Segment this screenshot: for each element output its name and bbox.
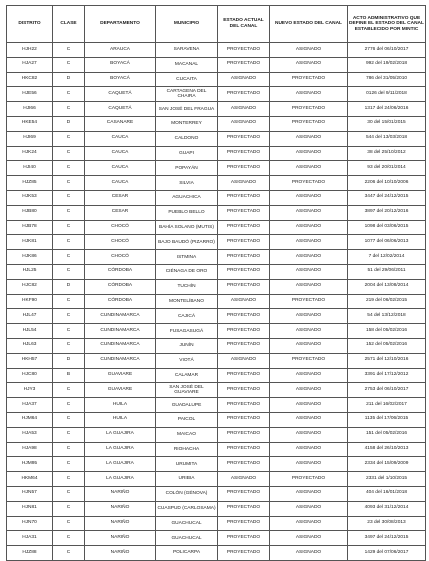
estado-actual-cell: PROYECTADO (218, 368, 270, 383)
table-row (7, 457, 426, 472)
nuevo-estado-cell: ASIGNADO (270, 486, 348, 501)
municipio-cell: RIOHACHA (156, 442, 218, 457)
clase-cell: C (53, 250, 85, 265)
municipio-cell: GUACHUCAL (156, 516, 218, 531)
clase-cell: C (53, 486, 85, 501)
clase-cell: C (53, 43, 85, 58)
header-nuevo-estado: NUEVO ESTADO DEL CANAL (270, 6, 348, 43)
acto-administrativo-cell: 1429 del 07/06/2017 (348, 546, 426, 561)
clase-cell: B (53, 368, 85, 383)
table-row (7, 72, 426, 87)
acto-administrativo-cell: 7 del 12/02/2014 (348, 250, 426, 265)
estado-actual-cell: PROYECTADO (218, 516, 270, 531)
table-row (7, 205, 426, 220)
clase-cell: D (53, 116, 85, 131)
distrito-cell: HJZ85 (7, 176, 53, 191)
acto-administrativo-cell: 1077 del 06/06/2013 (348, 235, 426, 250)
acto-administrativo-cell: 1098 del 03/06/2015 (348, 220, 426, 235)
acto-administrativo-cell: 4158 del 26/10/2013 (348, 442, 426, 457)
acto-administrativo-cell: 2753 del 06/10/2017 (348, 383, 426, 398)
clase-cell: C (53, 442, 85, 457)
municipio-cell: POPAYÁN (156, 161, 218, 176)
clase-cell: C (53, 176, 85, 191)
estado-actual-cell: PROYECTADO (218, 264, 270, 279)
acto-administrativo-cell: 211 del 16/02/2017 (348, 398, 426, 413)
acto-administrativo-cell: 3391 del 17/12/2012 (348, 368, 426, 383)
header-estado-actual: ESTADO ACTUAL DEL CANAL (218, 6, 270, 43)
municipio-cell: CARTAGENA DEL CHAIRA (156, 87, 218, 102)
acto-administrativo-cell: 4093 del 31/12/2014 (348, 501, 426, 516)
departamento-cell: CUNDINAMARCA (85, 324, 156, 339)
acto-administrativo-cell: 54 del 13/12/2018 (348, 309, 426, 324)
acto-administrativo-cell: 1135 del 17/06/2015 (348, 412, 426, 427)
estado-actual-cell: PROYECTADO (218, 457, 270, 472)
departamento-cell: NARIÑO (85, 486, 156, 501)
estado-actual-cell: ASIGNADO (218, 116, 270, 131)
table-row (7, 516, 426, 531)
departamento-cell: CÓRDOBA (85, 264, 156, 279)
nuevo-estado-cell: PROYECTADO (270, 472, 348, 487)
municipio-cell: PUEBLO BELLO (156, 205, 218, 220)
departamento-cell: CAQUETÁ (85, 87, 156, 102)
departamento-cell: CAUCA (85, 176, 156, 191)
municipio-cell: MAICAO (156, 427, 218, 442)
estado-actual-cell: PROYECTADO (218, 87, 270, 102)
municipio-cell: CALAMAR (156, 368, 218, 383)
estado-actual-cell: PROYECTADO (218, 383, 270, 398)
distrito-cell: HJM64 (7, 412, 53, 427)
header-municipio: MUNICIPIO (156, 6, 218, 43)
distrito-cell: HJK86 (7, 250, 53, 265)
estado-actual-cell: PROYECTADO (218, 501, 270, 516)
table-row (7, 43, 426, 58)
nuevo-estado-cell: ASIGNADO (270, 398, 348, 413)
table-row (7, 161, 426, 176)
acto-administrativo-cell: 93 del 20/01/2014 (348, 161, 426, 176)
nuevo-estado-cell: ASIGNADO (270, 412, 348, 427)
distrito-cell: HJL54 (7, 324, 53, 339)
clase-cell: C (53, 235, 85, 250)
table-row (7, 176, 426, 191)
table-row (7, 250, 426, 265)
municipio-cell: URIBIA (156, 472, 218, 487)
acto-administrativo-cell: 544 del 13/03/2018 (348, 131, 426, 146)
acto-administrativo-cell: 152 del 05/02/2016 (348, 338, 426, 353)
distrito-cell: HKF90 (7, 294, 53, 309)
distrito-cell: HJA53 (7, 427, 53, 442)
nuevo-estado-cell: ASIGNADO (270, 516, 348, 531)
acto-administrativo-cell: 30 del 15/01/2015 (348, 116, 426, 131)
estado-actual-cell: PROYECTADO (218, 131, 270, 146)
departamento-cell: CUNDINAMARCA (85, 309, 156, 324)
distrito-cell: HJN70 (7, 516, 53, 531)
channel-status-table (6, 5, 426, 561)
table-row (7, 427, 426, 442)
nuevo-estado-cell: ASIGNADO (270, 427, 348, 442)
clase-cell: C (53, 324, 85, 339)
estado-actual-cell: PROYECTADO (218, 279, 270, 294)
estado-actual-cell: PROYECTADO (218, 398, 270, 413)
departamento-cell: CESAR (85, 190, 156, 205)
estado-actual-cell: ASIGNADO (218, 72, 270, 87)
clase-cell: D (53, 353, 85, 368)
departamento-cell: CUNDINAMARCA (85, 353, 156, 368)
departamento-cell: GUAVIARE (85, 383, 156, 398)
nuevo-estado-cell: ASIGNADO (270, 250, 348, 265)
clase-cell: C (53, 383, 85, 398)
distrito-cell: HKC82 (7, 72, 53, 87)
departamento-cell: BOYACÁ (85, 72, 156, 87)
departamento-cell: CAQUETÁ (85, 102, 156, 117)
nuevo-estado-cell: PROYECTADO (270, 294, 348, 309)
municipio-cell: SAN JOSÉ DEL GUAVIARE (156, 383, 218, 398)
clase-cell: C (53, 472, 85, 487)
nuevo-estado-cell: ASIGNADO (270, 383, 348, 398)
acto-administrativo-cell: 3897 del 20/12/2016 (348, 205, 426, 220)
clase-cell: C (53, 309, 85, 324)
estado-actual-cell: PROYECTADO (218, 442, 270, 457)
estado-actual-cell: ASIGNADO (218, 176, 270, 191)
table-row (7, 220, 426, 235)
table-header-row (7, 6, 426, 43)
table-row (7, 309, 426, 324)
distrito-cell: HJY3 (7, 383, 53, 398)
municipio-cell: VIOTÁ (156, 353, 218, 368)
estado-actual-cell: PROYECTADO (218, 146, 270, 161)
table-row (7, 116, 426, 131)
distrito-cell: HJA27 (7, 57, 53, 72)
clase-cell: C (53, 531, 85, 546)
municipio-cell: COLÓN (GÉNOVA) (156, 486, 218, 501)
clase-cell: C (53, 190, 85, 205)
municipio-cell: CUCAITA (156, 72, 218, 87)
table-row (7, 324, 426, 339)
header-acto-administrativo: ACTO ADMINISTRATIVO QUE DEFINE EL ESTADO DEL CANAL ESTABLECIDO POR MINTIC (348, 6, 426, 43)
nuevo-estado-cell: ASIGNADO (270, 279, 348, 294)
municipio-cell: GUADALUPE (156, 398, 218, 413)
estado-actual-cell: PROYECTADO (218, 338, 270, 353)
departamento-cell: NARIÑO (85, 531, 156, 546)
table-row (7, 501, 426, 516)
estado-actual-cell: ASIGNADO (218, 353, 270, 368)
distrito-cell: HJE56 (7, 87, 53, 102)
acto-administrativo-cell: 3447 del 24/12/2015 (348, 190, 426, 205)
table-row (7, 546, 426, 561)
nuevo-estado-cell: ASIGNADO (270, 57, 348, 72)
nuevo-estado-cell: ASIGNADO (270, 324, 348, 339)
header-departamento: DEPARTAMENTO (85, 6, 156, 43)
table-row (7, 131, 426, 146)
distrito-cell: HJM95 (7, 457, 53, 472)
departamento-cell: LA GUAJIRA (85, 427, 156, 442)
municipio-cell: MONTERREY (156, 116, 218, 131)
clase-cell: C (53, 427, 85, 442)
municipio-cell: JUNÍN (156, 338, 218, 353)
clase-cell: C (53, 264, 85, 279)
municipio-cell: GUACHUCAL (156, 531, 218, 546)
table-row (7, 472, 426, 487)
acto-administrativo-cell: 23 del 30/08/2013 (348, 516, 426, 531)
estado-actual-cell: PROYECTADO (218, 309, 270, 324)
table-row (7, 353, 426, 368)
table-row (7, 235, 426, 250)
departamento-cell: CASANARE (85, 116, 156, 131)
departamento-cell: CUNDINAMARCA (85, 338, 156, 353)
estado-actual-cell: PROYECTADO (218, 427, 270, 442)
acto-administrativo-cell: 38 del 25/10/2012 (348, 146, 426, 161)
municipio-cell: BAHÍA SOLANO (MUTIS) (156, 220, 218, 235)
acto-administrativo-cell: 404 del 16/01/2018 (348, 486, 426, 501)
acto-administrativo-cell: 51 del 29/06/2011 (348, 264, 426, 279)
clase-cell: C (53, 501, 85, 516)
estado-actual-cell: PROYECTADO (218, 190, 270, 205)
acto-administrativo-cell: 3497 del 24/12/2015 (348, 531, 426, 546)
acto-administrativo-cell: 2331 del 1/10/2015 (348, 472, 426, 487)
table-row (7, 383, 426, 398)
estado-actual-cell: PROYECTADO (218, 486, 270, 501)
departamento-cell: CHOCÓ (85, 220, 156, 235)
departamento-cell: CAUCA (85, 146, 156, 161)
nuevo-estado-cell: ASIGNADO (270, 131, 348, 146)
acto-administrativo-cell: 2206 del 10/10/2006 (348, 176, 426, 191)
distrito-cell: HJH22 (7, 43, 53, 58)
nuevo-estado-cell: ASIGNADO (270, 235, 348, 250)
nuevo-estado-cell: ASIGNADO (270, 43, 348, 58)
departamento-cell: ARAUCA (85, 43, 156, 58)
nuevo-estado-cell: ASIGNADO (270, 220, 348, 235)
departamento-cell: LA GUAJIRA (85, 457, 156, 472)
clase-cell: C (53, 87, 85, 102)
clase-cell: C (53, 546, 85, 561)
distrito-cell: HJL47 (7, 309, 53, 324)
distrito-cell: HJB78 (7, 220, 53, 235)
table-row (7, 486, 426, 501)
nuevo-estado-cell: ASIGNADO (270, 442, 348, 457)
municipio-cell: POLICARPA (156, 546, 218, 561)
estado-actual-cell: PROYECTADO (218, 43, 270, 58)
table-row (7, 87, 426, 102)
nuevo-estado-cell: ASIGNADO (270, 264, 348, 279)
clase-cell: C (53, 205, 85, 220)
municipio-cell: MONTELÍBANO (156, 294, 218, 309)
table-body (7, 43, 426, 561)
estado-actual-cell: PROYECTADO (218, 57, 270, 72)
distrito-cell: HJN57 (7, 486, 53, 501)
municipio-cell: CALDONO (156, 131, 218, 146)
departamento-cell: LA GUAJIRA (85, 472, 156, 487)
nuevo-estado-cell: PROYECTADO (270, 102, 348, 117)
clase-cell: C (53, 131, 85, 146)
distrito-cell: HJI66 (7, 102, 53, 117)
nuevo-estado-cell: ASIGNADO (270, 205, 348, 220)
distrito-cell: HJA98 (7, 442, 53, 457)
acto-administrativo-cell: 158 del 05/02/2016 (348, 324, 426, 339)
clase-cell: C (53, 161, 85, 176)
acto-administrativo-cell: 786 del 31/05/2010 (348, 72, 426, 87)
distrito-cell: HKE54 (7, 116, 53, 131)
table-row (7, 102, 426, 117)
nuevo-estado-cell: ASIGNADO (270, 309, 348, 324)
estado-actual-cell: PROYECTADO (218, 546, 270, 561)
header-distrito: DISTRITO (7, 6, 53, 43)
table-row (7, 279, 426, 294)
clase-cell: C (53, 457, 85, 472)
table-row (7, 57, 426, 72)
estado-actual-cell: PROYECTADO (218, 250, 270, 265)
municipio-cell: SARAVENA (156, 43, 218, 58)
municipio-cell: ISTMINA (156, 250, 218, 265)
departamento-cell: CHOCÓ (85, 250, 156, 265)
distrito-cell: HJI69 (7, 131, 53, 146)
distrito-cell: HJC80 (7, 368, 53, 383)
municipio-cell: CIÉNAGA DE ORO (156, 264, 218, 279)
nuevo-estado-cell: ASIGNADO (270, 190, 348, 205)
distrito-cell: HJK53 (7, 190, 53, 205)
nuevo-estado-cell: ASIGNADO (270, 338, 348, 353)
nuevo-estado-cell: ASIGNADO (270, 457, 348, 472)
departamento-cell: CÓRDOBA (85, 279, 156, 294)
table-row (7, 264, 426, 279)
estado-actual-cell: ASIGNADO (218, 472, 270, 487)
departamento-cell: NARIÑO (85, 501, 156, 516)
municipio-cell: PAICOL (156, 412, 218, 427)
departamento-cell: NARIÑO (85, 546, 156, 561)
acto-administrativo-cell: 219 del 06/02/2015 (348, 294, 426, 309)
nuevo-estado-cell: ASIGNADO (270, 501, 348, 516)
table-row (7, 338, 426, 353)
clase-cell: C (53, 294, 85, 309)
clase-cell: C (53, 102, 85, 117)
distrito-cell: HJC82 (7, 279, 53, 294)
departamento-cell: CESAR (85, 205, 156, 220)
acto-administrativo-cell: 2004 del 13/08/2014 (348, 279, 426, 294)
departamento-cell: LA GUAJIRA (85, 442, 156, 457)
departamento-cell: CHOCÓ (85, 235, 156, 250)
nuevo-estado-cell: ASIGNADO (270, 87, 348, 102)
clase-cell: C (53, 146, 85, 161)
estado-actual-cell: PROYECTADO (218, 220, 270, 235)
nuevo-estado-cell: PROYECTADO (270, 116, 348, 131)
distrito-cell: HJA31 (7, 531, 53, 546)
departamento-cell: CAUCA (85, 131, 156, 146)
municipio-cell: BAJO BAUDÓ (PIZARRO) (156, 235, 218, 250)
header-clase: CLASE (53, 6, 85, 43)
clase-cell: C (53, 516, 85, 531)
municipio-cell: GUAPI (156, 146, 218, 161)
distrito-cell: HJZ88 (7, 546, 53, 561)
estado-actual-cell: PROYECTADO (218, 161, 270, 176)
distrito-cell: HJA37 (7, 398, 53, 413)
nuevo-estado-cell: PROYECTADO (270, 176, 348, 191)
nuevo-estado-cell: PROYECTADO (270, 72, 348, 87)
acto-administrativo-cell: 151 del 05/02/2016 (348, 427, 426, 442)
municipio-cell: MACANAL (156, 57, 218, 72)
estado-actual-cell: PROYECTADO (218, 412, 270, 427)
distrito-cell: HKH57 (7, 353, 53, 368)
estado-actual-cell: PROYECTADO (218, 205, 270, 220)
acto-administrativo-cell: 2776 del 06/10/2017 (348, 43, 426, 58)
municipio-cell: CAJICÁ (156, 309, 218, 324)
clase-cell: C (53, 398, 85, 413)
distrito-cell: HKM64 (7, 472, 53, 487)
estado-actual-cell: PROYECTADO (218, 531, 270, 546)
table-row (7, 412, 426, 427)
departamento-cell: HUILA (85, 398, 156, 413)
table-row (7, 190, 426, 205)
municipio-cell: SAN JOSÉ DEL FRAGUA (156, 102, 218, 117)
municipio-cell: CUASPUD (CARLOSAMA) (156, 501, 218, 516)
nuevo-estado-cell: PROYECTADO (270, 353, 348, 368)
distrito-cell: HJB80 (7, 205, 53, 220)
acto-administrativo-cell: 0126 del 9/11/2018 (348, 87, 426, 102)
acto-administrativo-cell: 1317 del 24/06/2016 (348, 102, 426, 117)
estado-actual-cell: ASIGNADO (218, 102, 270, 117)
table-row (7, 368, 426, 383)
departamento-cell: HUILA (85, 412, 156, 427)
nuevo-estado-cell: ASIGNADO (270, 161, 348, 176)
departamento-cell: GUAVIARE (85, 368, 156, 383)
nuevo-estado-cell: ASIGNADO (270, 368, 348, 383)
estado-actual-cell: ASIGNADO (218, 294, 270, 309)
distrito-cell: HJL63 (7, 338, 53, 353)
departamento-cell: CÓRDOBA (85, 294, 156, 309)
municipio-cell: FUSAGASUGÁ (156, 324, 218, 339)
clase-cell: C (53, 220, 85, 235)
acto-administrativo-cell: 992 del 19/02/2018 (348, 57, 426, 72)
municipio-cell: URUMITA (156, 457, 218, 472)
clase-cell: D (53, 279, 85, 294)
clase-cell: C (53, 338, 85, 353)
distrito-cell: HJN81 (7, 501, 53, 516)
departamento-cell: NARIÑO (85, 516, 156, 531)
table-row (7, 442, 426, 457)
departamento-cell: BOYACÁ (85, 57, 156, 72)
distrito-cell: HJL25 (7, 264, 53, 279)
municipio-cell: AGUACHICA (156, 190, 218, 205)
acto-administrativo-cell: 2571 del 12/10/2016 (348, 353, 426, 368)
departamento-cell: CAUCA (85, 161, 156, 176)
distrito-cell: HJK24 (7, 146, 53, 161)
municipio-cell: SILVIA (156, 176, 218, 191)
table-row (7, 294, 426, 309)
estado-actual-cell: PROYECTADO (218, 324, 270, 339)
estado-actual-cell: PROYECTADO (218, 235, 270, 250)
municipio-cell: TUCHÍN (156, 279, 218, 294)
clase-cell: D (53, 72, 85, 87)
acto-administrativo-cell: 2334 del 15/09/2009 (348, 457, 426, 472)
table-row (7, 398, 426, 413)
distrito-cell: HJI40 (7, 161, 53, 176)
nuevo-estado-cell: ASIGNADO (270, 531, 348, 546)
clase-cell: C (53, 57, 85, 72)
table-row (7, 146, 426, 161)
distrito-cell: HJK81 (7, 235, 53, 250)
clase-cell: C (53, 412, 85, 427)
table-row (7, 531, 426, 546)
nuevo-estado-cell: ASIGNADO (270, 146, 348, 161)
nuevo-estado-cell: ASIGNADO (270, 546, 348, 561)
